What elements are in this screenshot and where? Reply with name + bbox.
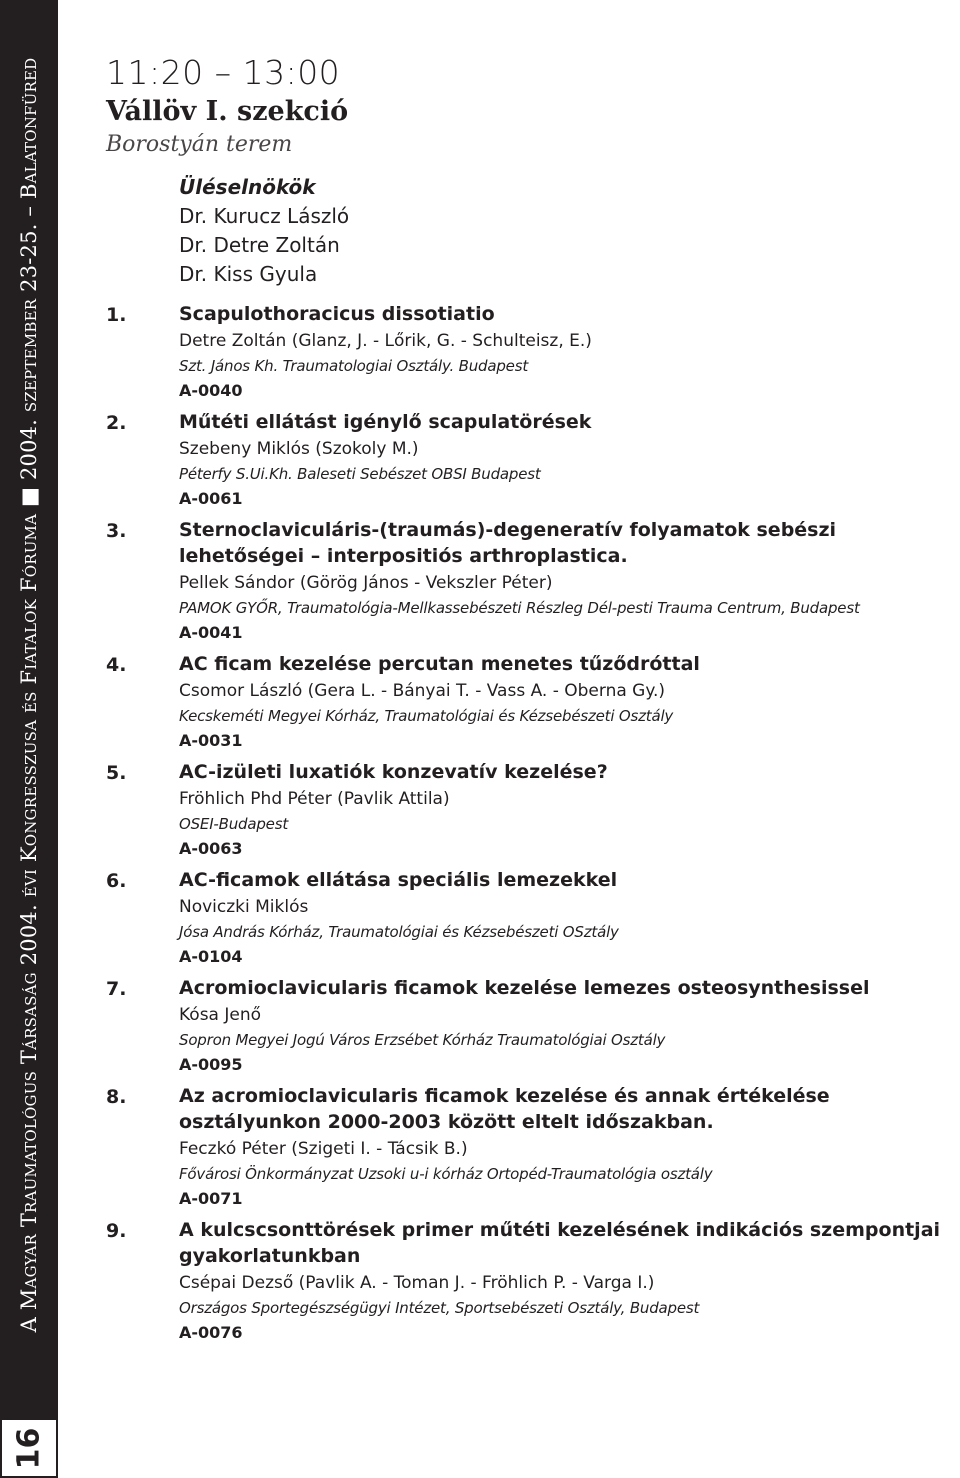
talk-number: 7. [106,978,127,1000]
talk-code: A-0076 [179,1323,243,1342]
talk-number: 8. [106,1086,127,1108]
talk-authors: Noviczki Miklós [179,897,309,917]
talk-title: A kulcscsonttörések primer műtéti kezelésének indikációs szempontjai gyakorlatunkban [179,1219,941,1267]
talk-institution: Országos Sportegészségügyi Intézet, Sportsebészeti Osztály, Budapest [179,1299,700,1317]
talk-item [106,867,956,969]
talk-institution: PAMOK GYŐR, Traumatológia-Mellkassebészeti Részleg Dél-pesti Trauma Centrum, Budapest [179,599,860,617]
talk-title: Műtéti ellátást igénylő scapulatörések [179,411,592,433]
talk-title: AC-izületi luxatiók konzevatív kezelése? [179,761,608,783]
chair-name: Dr. Kiss Gyula [179,262,318,286]
talk-institution: Szt. János Kh. Traumatologiai Osztály. Budapest [179,357,529,375]
talk-code: A-0041 [179,623,243,642]
talk-number: 5. [106,762,127,784]
session-room: Borostyán terem [106,132,293,157]
talk-list [106,301,956,1345]
talk-title: Acromioclavicularis ficamok kezelése lemezes osteosynthesissel [179,977,870,999]
talk-item [106,759,956,861]
talk-authors: Pellek Sándor (Görög János - Vekszler Péter) [179,573,553,593]
talk-item [106,1217,956,1345]
page-number-box [0,1418,58,1478]
talk-authors: Kósa Jenő [179,1005,262,1025]
chairs-label: Üléselnökök [179,175,316,199]
session-time: 11:20 – 13:00 [106,53,341,92]
sidebar-band [0,0,58,1478]
talk-code: A-0095 [179,1055,243,1074]
talk-number: 2. [106,412,127,434]
sidebar-conference-title: A Magyar Traumatológus Társaság 2004. évi Kongresszusa és Fiatalok Fóruma ■ 2004. szeptember 23-25. – Balatonfüred [17,57,41,1333]
talk-authors: Csomor László (Gera L. - Bányai T. - Vass A. - Oberna Gy.) [179,681,666,701]
talk-item [106,409,956,511]
talk-number: 1. [106,304,127,326]
talk-authors: Fröhlich Phd Péter (Pavlik Attila) [179,789,450,809]
talk-authors: Feczkó Péter (Szigeti I. - Tácsik B.) [179,1139,468,1159]
talk-code: A-0071 [179,1189,243,1208]
page-number: 16 [11,1427,47,1469]
talk-authors: Csépai Dezső (Pavlik A. - Toman J. - Fröhlich P. - Varga I.) [179,1273,655,1293]
talk-institution: Fővárosi Önkormányzat Uzsoki u-i kórház Ortopéd-Traumatológia osztály [179,1165,713,1183]
talk-code: A-0104 [179,947,243,966]
talk-title: Sternoclaviculáris-(traumás)-degeneratív folyamatok sebészi lehetőségei – interpositiós arthroplastica. [179,519,837,567]
talk-number: 3. [106,520,127,542]
talk-item [106,975,956,1077]
chairs-block [179,172,956,289]
chair-name: Dr. Detre Zoltán [179,233,340,257]
talk-authors: Detre Zoltán (Glanz, J. - Lőrik, G. - Schulteisz, E.) [179,331,592,351]
chair-name: Dr. Kurucz László [179,204,350,228]
talk-authors: Szebeny Miklós (Szokoly M.) [179,439,419,459]
talk-title: AC-ficamok ellátása speciális lemezekkel [179,869,618,891]
talk-institution: Kecskeméti Megyei Kórház, Traumatológiai és Kézsebészeti Osztály [179,707,674,725]
talk-institution: Sopron Megyei Jogú Város Erzsébet Kórház Traumatológiai Osztály [179,1031,666,1049]
talk-title: AC ficam kezelése percutan menetes tűződróttal [179,653,700,675]
session-content [106,52,956,1351]
talk-title: Az acromioclavicularis ficamok kezelése és annak értékelése osztályunkon 2000-2003 között eltelt időszakban. [179,1085,830,1133]
talk-item [106,301,956,403]
talk-code: A-0040 [179,381,243,400]
talk-title: Scapulothoracicus dissotiatio [179,303,495,325]
talk-code: A-0061 [179,489,243,508]
talk-number: 4. [106,654,127,676]
talk-institution: Jósa András Kórház, Traumatológiai és Kézsebészeti OSztály [179,923,619,941]
session-title: Vállöv I. szekció [106,96,349,127]
talk-code: A-0031 [179,731,243,750]
talk-item [106,517,956,645]
talk-item [106,651,956,753]
talk-number: 9. [106,1220,127,1242]
talk-institution: Péterfy S.Ui.Kh. Baleseti Sebészet OBSI Budapest [179,465,541,483]
talk-number: 6. [106,870,127,892]
talk-item [106,1083,956,1211]
talk-code: A-0063 [179,839,243,858]
talk-institution: OSEI-Budapest [179,815,288,833]
